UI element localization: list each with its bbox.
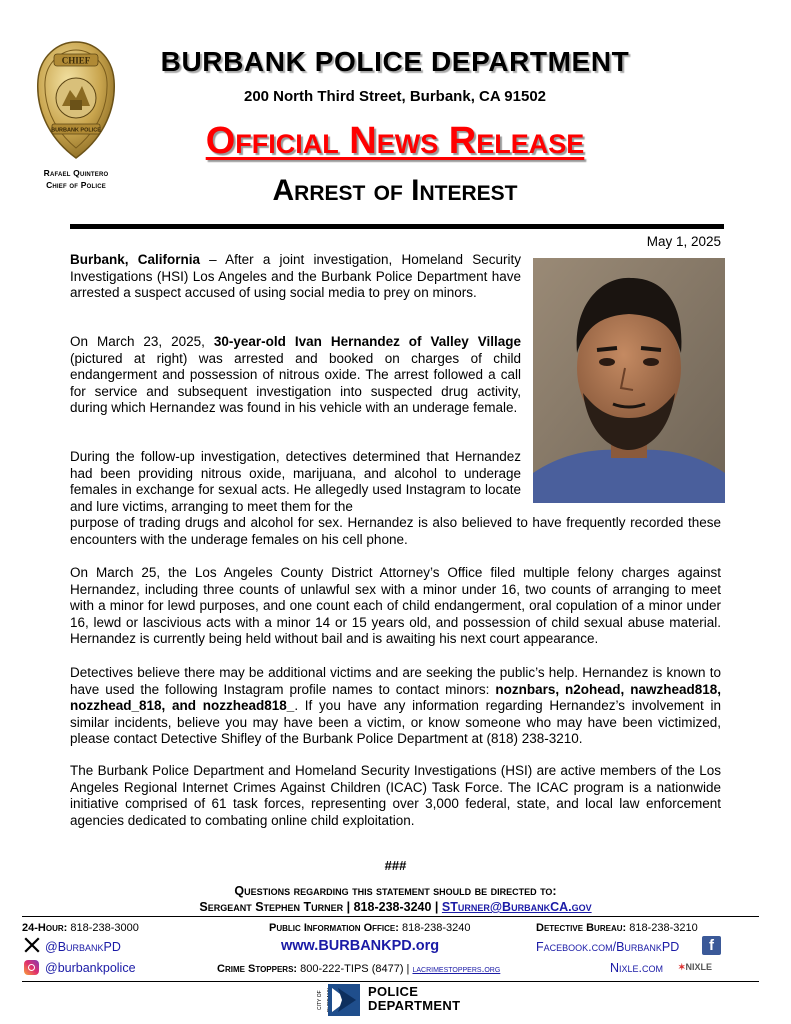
crime-stoppers-label: Crime Stoppers: — [217, 963, 298, 975]
contact-person: Sergeant Stephen Turner | 818-238-3240 | — [199, 900, 442, 914]
crime-stoppers-link[interactable]: lacrimestoppers.org — [412, 964, 501, 975]
facebook-link[interactable]: Facebook.com/BurbankPD — [536, 940, 680, 954]
appeal-text-b: . If you have any information regarding Hernandez’s involvement in similar incidents, believe you may have been a victim, or know someone who may have been victimized, please contact Detective Shifley of the Burbank Police Department at (818) 238-3210. — [70, 698, 721, 746]
wordmark-line1: POLICE — [368, 984, 419, 999]
footer-divider — [22, 916, 759, 917]
appeal-text-a: Detectives believe there may be additional victims and are seeking the public’s help. Hernandez is known to have used the following Instagram profile names to contact minors: — [70, 665, 721, 697]
department-address: 200 North Third Street, Burbank, CA 91502 — [243, 88, 547, 105]
instagram-icon[interactable] — [24, 960, 39, 975]
burbank-police-logo-icon — [328, 984, 360, 1016]
detective-number: 818-238-3210 — [626, 922, 698, 934]
x-twitter-icon[interactable] — [24, 937, 40, 953]
twitter-handle-link[interactable]: @BurbankPD — [45, 940, 121, 954]
hotline-info — [22, 922, 139, 934]
intro-text: – After a joint investigation, Homeland Security Investigations (HSI) Los Angeles and the Burbank Police Department have arrested a suspect accused of using social media to prey on minors. — [70, 252, 521, 300]
instagram-profile-names: noznbars, n2ohead, nawzhead818, nozzhead_818, and nozzhead818_ — [70, 681, 721, 713]
department-title: BURBANK POLICE DEPARTMENT — [160, 46, 630, 77]
contact-line — [70, 900, 721, 914]
nixle-link[interactable]: Nixle.com — [610, 961, 664, 975]
paragraph-icac: The Burbank Police Department and Homeland Security Investigations (HSI) are active members of the Los Angeles Regional Internet Crimes Against Children (ICAC) Task Force. The ICAC program is a nationwide initiative comprised of 61 task forces, representing over 3,000 federal, state, and local law enforcement agencies dedicated to combating online child exploitation. — [70, 763, 721, 828]
wordmark-line2: DEPARTMENT — [368, 998, 461, 1013]
arrest-text-b: (pictured at right) was arrested and booked on charges of child endangerment and possession of nitrous oxide. The arrest followed a call for service and subsequent investigation into suspected drug activity, during which Hernandez was found in his vehicle with an underage female. — [70, 350, 521, 415]
investigation-text-wide: purpose of trading drugs and alcohol for sex. Hernandez is also believed to have frequently recorded these encounters with the underage females on his cell phone. — [70, 515, 721, 547]
release-title — [140, 120, 650, 163]
release-subject: Arrest of Interest — [272, 174, 518, 207]
instagram-handle-link[interactable]: @burbankpolice — [45, 961, 136, 975]
suspect-identity: 30-year-old Ivan Hernandez of Valley Village — [213, 334, 521, 349]
nixle-logo-text: NIXLE — [685, 962, 713, 972]
facebook-icon[interactable]: f — [702, 936, 721, 955]
contact-heading: Questions regarding this statement should be directed to: — [234, 884, 557, 898]
pio-number: 818-238-3240 — [398, 922, 471, 934]
hotline-number: 818-238-3000 — [67, 922, 139, 934]
hotline-label: 24-Hour: — [22, 922, 68, 934]
chief-title: Chief of Police — [46, 180, 106, 190]
header-divider — [70, 224, 724, 229]
chief-name: Rafael Quintero — [43, 168, 109, 178]
nixle-logo — [678, 962, 724, 976]
svg-text:BURBANK POLICE: BURBANK POLICE — [51, 127, 101, 134]
release-title-text: Official News Release — [205, 120, 585, 162]
paragraph-investigation — [70, 449, 721, 548]
detective-info — [536, 922, 698, 934]
paragraph-arrest — [70, 334, 521, 417]
crime-stoppers-info — [217, 963, 500, 975]
pio-info — [269, 922, 470, 934]
nixle-star-icon: ✶ — [678, 962, 686, 972]
end-mark: ### — [384, 858, 407, 873]
dateline: Burbank, California — [70, 252, 200, 267]
paragraph-charges: On March 25, the Los Angeles County District Attorney’s Office filed multiple felony charges against Hernandez, including three counts of unlawful sex with a minor under 16, two counts of arranging to meet with a minor for lewd purposes, and one count each of child endangerment, oral copulation of a minor under 16, lewd or lascivious acts with a minor 14 or 15 years old, and possession of child sexual abuse material. Hernandez is currently being held without bail and is awaiting his next court appearance. — [70, 565, 721, 646]
paragraph-intro — [70, 252, 521, 302]
paragraph-appeal — [70, 665, 721, 748]
chief-signature-block — [20, 167, 132, 191]
arrest-text-a: On March 23, 2025, — [70, 334, 214, 349]
investigation-text-narrow: During the follow-up investigation, detectives determined that Hernandez had been providing nitrous oxide, marijuana, and alcohol to underage females in exchange for sexual acts. He allegedly used Instagram to locate and lure victims, arranging to meet them for the — [70, 449, 521, 514]
detective-label: Detective Bureau: — [536, 922, 627, 934]
city-of-burbank-mark: CITY OF — [317, 990, 323, 1010]
contact-email-link[interactable]: STurner@BurbankCA.gov — [441, 900, 592, 914]
chief-badge-logo — [36, 40, 116, 160]
footer-bottom-divider — [22, 981, 759, 982]
release-date: May 1, 2025 — [646, 234, 721, 249]
police-department-wordmark — [368, 985, 460, 1013]
pio-label: Public Information Office: — [269, 922, 399, 934]
crime-stoppers-number: 800-222-TIPS (8477) | — [297, 963, 413, 975]
svg-text:CHIEF: CHIEF — [61, 55, 91, 66]
website-link[interactable]: www.BURBANKPD.org — [281, 938, 440, 954]
